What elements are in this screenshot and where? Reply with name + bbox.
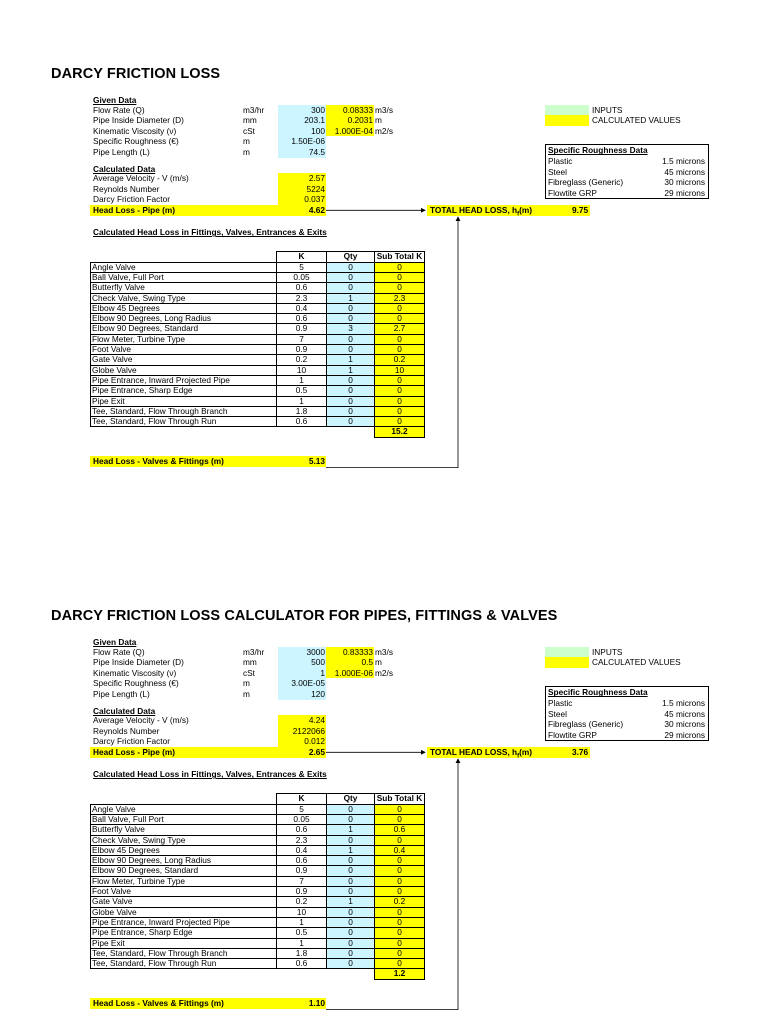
fitting-name: Pipe Entrance, Sharp Edge	[91, 386, 277, 396]
input-cell[interactable]: 203.1	[278, 115, 326, 126]
fitting-name: Tee, Standard, Flow Through Run	[91, 417, 277, 427]
fitting-qty-input[interactable]: 0	[327, 876, 375, 886]
fitting-name: Butterfly Valve	[91, 825, 277, 835]
fitting-subtotal: 0	[375, 959, 425, 969]
fitting-subtotal: 0	[375, 804, 425, 814]
fitting-qty-input[interactable]: 0	[327, 948, 375, 958]
fitting-k: 0.9	[277, 345, 327, 355]
fitting-k: 7	[277, 334, 327, 344]
col-qty-header: Qty	[327, 794, 375, 804]
fitting-qty-input[interactable]: 0	[327, 856, 375, 866]
head-loss-fittings-value: 5.13	[308, 456, 325, 466]
input-cell[interactable]: 100	[278, 126, 326, 137]
fittings-to-total-arrow	[326, 759, 458, 1010]
fitting-name: Foot Valve	[91, 887, 277, 897]
fitting-k: 1.8	[277, 406, 327, 416]
fitting-qty-input[interactable]: 0	[327, 386, 375, 396]
fitting-k: 1	[277, 938, 327, 948]
roughness-material: Plastic	[548, 155, 573, 166]
head-loss-pipe-label: Head Loss - Pipe (m)	[93, 205, 176, 215]
input-cell[interactable]: 1	[278, 668, 326, 679]
given-label: Pipe Length (L)	[93, 147, 150, 157]
total-label-suffix: (m)	[519, 205, 533, 215]
legend-inputs-label: INPUTS	[592, 646, 623, 657]
given-label: Pipe Inside Diameter (D)	[93, 657, 184, 668]
fitting-name: Butterfly Valve	[91, 283, 277, 293]
total-label-sub: f	[517, 753, 520, 760]
calculated-data-header: Calculated Data	[93, 163, 156, 174]
input-cell[interactable]: 3.00E-05	[278, 678, 326, 689]
calc-unit: m2/s	[375, 125, 393, 136]
fitting-qty-input[interactable]: 0	[327, 334, 375, 344]
fitting-k: 0.4	[277, 303, 327, 313]
given-label: Pipe Inside Diameter (D)	[93, 115, 184, 126]
calculated-cell: 1.000E-04	[326, 126, 374, 137]
fitting-qty-input[interactable]: 0	[327, 959, 375, 969]
fitting-k: 1	[277, 396, 327, 406]
fitting-subtotal: 0.6	[375, 825, 425, 835]
calculated-label: Reynolds Number	[93, 183, 160, 194]
calculated-value-cell: 0.012	[278, 736, 326, 747]
fitting-subtotal: 0	[375, 928, 425, 938]
fitting-name: Ball Valve, Full Port	[91, 272, 277, 282]
fitting-subtotal: 0	[375, 814, 425, 824]
fitting-name: Foot Valve	[91, 345, 277, 355]
fitting-name: Elbow 90 Degrees, Long Radius	[91, 314, 277, 324]
sheet-title: DARCY FRICTION LOSS	[51, 66, 221, 82]
calc-unit: m	[375, 115, 382, 126]
fitting-k: 0.4	[277, 845, 327, 855]
fitting-subtotal: 10	[375, 365, 425, 375]
head-loss-fittings-label: Head Loss - Valves & Fittings (m)	[93, 456, 224, 466]
fitting-name: Check Valve, Swing Type	[91, 835, 277, 845]
fitting-qty-input[interactable]: 1	[327, 365, 375, 375]
subtotal-k-value: 1.2	[375, 969, 425, 979]
head-loss-pipe-value: 4.62	[308, 205, 325, 215]
col-k-header: K	[277, 252, 327, 262]
fitting-k: 0.6	[277, 417, 327, 427]
fitting-qty-input[interactable]: 0	[327, 262, 375, 272]
fitting-subtotal: 0	[375, 375, 425, 385]
fitting-k: 2.3	[277, 293, 327, 303]
fitting-name: Elbow 90 Degrees, Long Radius	[91, 856, 277, 866]
given-label: Kinematic Viscosity (ν)	[93, 125, 177, 136]
total-head-loss-value: 3.76	[572, 747, 589, 757]
fitting-qty-input[interactable]: 0	[327, 907, 375, 917]
calc-unit: m3/s	[375, 646, 393, 657]
fitting-k: 0.6	[277, 856, 327, 866]
given-label: Specific Roughness (€)	[93, 678, 179, 689]
fitting-qty-input[interactable]: 1	[327, 897, 375, 907]
fitting-subtotal: 0.4	[375, 845, 425, 855]
fitting-subtotal: 0	[375, 345, 425, 355]
fitting-subtotal: 0	[375, 262, 425, 272]
fitting-k: 5	[277, 804, 327, 814]
fitting-qty-input[interactable]: 0	[327, 303, 375, 313]
calculated-value-cell: 2.57	[278, 173, 326, 184]
fitting-subtotal: 0	[375, 334, 425, 344]
calculated-cell: 0.83333	[326, 647, 374, 658]
col-subtotal-header: Sub Total K	[375, 794, 425, 804]
calculated-label: Darcy Friction Factor	[93, 194, 170, 205]
fitting-subtotal: 0	[375, 866, 425, 876]
fitting-k: 0.6	[277, 314, 327, 324]
fitting-k: 0.6	[277, 959, 327, 969]
given-unit: cSt	[243, 125, 255, 136]
input-cell[interactable]: 1.50E-06	[278, 136, 326, 147]
fitting-subtotal: 0	[375, 938, 425, 948]
input-cell[interactable]: 120	[278, 689, 326, 700]
fitting-name: Pipe Exit	[91, 938, 277, 948]
input-cell[interactable]: 300	[278, 105, 326, 116]
fitting-subtotal: 0.2	[375, 355, 425, 365]
input-cell[interactable]: 74.5	[278, 147, 326, 158]
given-label: Flow Rate (Q)	[93, 104, 145, 115]
fitting-subtotal: 0	[375, 876, 425, 886]
sheet-title: DARCY FRICTION LOSS CALCULATOR FOR PIPES, FITTINGS & VALVES	[51, 608, 558, 624]
fitting-subtotal: 0	[375, 907, 425, 917]
fitting-qty-input[interactable]: 1	[327, 355, 375, 365]
fitting-qty-input[interactable]: 0	[327, 814, 375, 824]
fitting-k: 2.3	[277, 835, 327, 845]
legend-inputs-label: INPUTS	[592, 104, 623, 115]
fitting-subtotal: 0	[375, 835, 425, 845]
fitting-name: Pipe Entrance, Sharp Edge	[91, 928, 277, 938]
fitting-k: 0.5	[277, 928, 327, 938]
fitting-subtotal: 0	[375, 283, 425, 293]
given-data-header: Given Data	[93, 637, 137, 647]
calculated-value-cell: 0.037	[278, 194, 326, 205]
given-unit: m	[243, 678, 250, 689]
calculated-label: Reynolds Number	[93, 725, 160, 736]
given-unit: mm	[243, 115, 257, 126]
calculated-value-cell: 5224	[278, 184, 326, 195]
head-loss-pipe-label: Head Loss - Pipe (m)	[93, 747, 176, 757]
calculated-value-cell: 4.24	[278, 715, 326, 726]
roughness-value: 29 microns	[664, 729, 705, 740]
fitting-name: Globe Valve	[91, 907, 277, 917]
fitting-k: 0.05	[277, 272, 327, 282]
fitting-subtotal: 0	[375, 272, 425, 282]
fitting-name: Elbow 45 Degrees	[91, 303, 277, 313]
fitting-k: 0.9	[277, 866, 327, 876]
roughness-material: Plastic	[548, 697, 573, 708]
fitting-name: Elbow 90 Degrees, Standard	[91, 866, 277, 876]
fitting-subtotal: 0	[375, 303, 425, 313]
fitting-subtotal: 0	[375, 856, 425, 866]
calculated-label: Average Velocity - V (m/s)	[93, 173, 189, 184]
fitting-name: Angle Valve	[91, 804, 277, 814]
roughness-value: 1.5 microns	[662, 697, 705, 708]
given-label: Flow Rate (Q)	[93, 646, 145, 657]
given-label: Specific Roughness (€)	[93, 136, 179, 147]
given-unit: m3/hr	[243, 646, 265, 657]
fitting-name: Angle Valve	[91, 262, 277, 272]
fitting-name: Tee, Standard, Flow Through Run	[91, 959, 277, 969]
calc-unit: m	[375, 657, 382, 668]
fitting-subtotal: 0	[375, 948, 425, 958]
fitting-qty-input[interactable]: 0	[327, 396, 375, 406]
fitting-qty-input[interactable]: 1	[327, 845, 375, 855]
fitting-name: Flow Meter, Turbine Type	[91, 334, 277, 344]
fitting-qty-input[interactable]: 0	[327, 917, 375, 927]
total-label-sub: f	[517, 211, 520, 218]
fitting-qty-input[interactable]: 0	[327, 345, 375, 355]
fitting-name: Pipe Entrance, Inward Projected Pipe	[91, 917, 277, 927]
fitting-qty-input[interactable]: 1	[327, 293, 375, 303]
roughness-material: Steel	[548, 166, 567, 177]
roughness-header: Specific Roughness Data	[548, 145, 648, 156]
fittings-header: Calculated Head Loss in Fittings, Valves, Entrances & Exits	[93, 769, 327, 780]
fitting-qty-input[interactable]: 0	[327, 417, 375, 427]
fitting-subtotal: 0	[375, 314, 425, 324]
fitting-name: Elbow 90 Degrees, Standard	[91, 324, 277, 334]
roughness-material: Steel	[548, 708, 567, 719]
input-cell[interactable]: 500	[278, 657, 326, 668]
legend-calculated-label: CALCULATED VALUES	[592, 115, 681, 126]
fitting-qty-input[interactable]: 0	[327, 272, 375, 282]
fittings-header: Calculated Head Loss in Fittings, Valves, Entrances & Exits	[93, 227, 327, 238]
fitting-k: 1.8	[277, 948, 327, 958]
fitting-name: Gate Valve	[91, 897, 277, 907]
fitting-name: Flow Meter, Turbine Type	[91, 876, 277, 886]
fitting-name: Ball Valve, Full Port	[91, 814, 277, 824]
fitting-name: Elbow 45 Degrees	[91, 845, 277, 855]
fitting-k: 10	[277, 907, 327, 917]
fitting-qty-input[interactable]: 0	[327, 283, 375, 293]
fitting-name: Pipe Exit	[91, 396, 277, 406]
total-label-text: TOTAL HEAD LOSS, h	[430, 205, 518, 215]
roughness-material: Flowtite GRP	[548, 187, 597, 198]
fitting-qty-input[interactable]: 0	[327, 406, 375, 416]
head-loss-fittings-value: 1.10	[308, 998, 325, 1008]
calculated-label: Average Velocity - V (m/s)	[93, 715, 189, 726]
fitting-subtotal: 0	[375, 386, 425, 396]
fitting-name: Pipe Entrance, Inward Projected Pipe	[91, 375, 277, 385]
roughness-value: 30 microns	[664, 177, 705, 188]
fitting-subtotal: 0	[375, 417, 425, 427]
calculated-cell: 0.5	[326, 657, 374, 668]
given-unit: m	[243, 689, 250, 699]
roughness-value: 45 microns	[664, 166, 705, 177]
fitting-qty-input[interactable]: 0	[327, 804, 375, 814]
subtotal-k-value: 15.2	[375, 427, 425, 437]
fitting-subtotal: 0	[375, 396, 425, 406]
fitting-qty-input[interactable]: 0	[327, 314, 375, 324]
given-unit: m	[243, 136, 250, 147]
fitting-k: 0.6	[277, 825, 327, 835]
fitting-k: 1	[277, 917, 327, 927]
col-subtotal-header: Sub Total K	[375, 252, 425, 262]
col-k-header: K	[277, 794, 327, 804]
fitting-k: 0.9	[277, 887, 327, 897]
fitting-qty-input[interactable]: 0	[327, 375, 375, 385]
calculated-data-header: Calculated Data	[93, 705, 156, 716]
fitting-name: Globe Valve	[91, 365, 277, 375]
roughness-value: 45 microns	[664, 708, 705, 719]
calculated-cell: 1.000E-06	[326, 668, 374, 679]
fitting-k: 0.2	[277, 355, 327, 365]
fitting-k: 10	[277, 365, 327, 375]
head-loss-pipe-value: 2.65	[308, 747, 325, 757]
fitting-name: Tee, Standard, Flow Through Branch	[91, 948, 277, 958]
calculated-label: Darcy Friction Factor	[93, 736, 170, 747]
given-label: Kinematic Viscosity (ν)	[93, 667, 177, 678]
fitting-k: 7	[277, 876, 327, 886]
fitting-qty-input[interactable]: 0	[327, 866, 375, 876]
roughness-material: Fibreglass (Generic)	[548, 719, 624, 730]
fitting-k: 1	[277, 375, 327, 385]
roughness-material: Fibreglass (Generic)	[548, 177, 624, 188]
total-label-text: TOTAL HEAD LOSS, h	[430, 747, 518, 757]
calculated-value-cell: 2122066	[278, 726, 326, 737]
fitting-name: Tee, Standard, Flow Through Branch	[91, 406, 277, 416]
fitting-name: Gate Valve	[91, 355, 277, 365]
head-loss-fittings-label: Head Loss - Valves & Fittings (m)	[93, 998, 224, 1008]
fitting-k: 0.6	[277, 283, 327, 293]
roughness-header: Specific Roughness Data	[548, 687, 648, 698]
given-data-header: Given Data	[93, 95, 137, 105]
fitting-subtotal: 0	[375, 406, 425, 416]
calc-unit: m3/s	[375, 104, 393, 115]
fitting-subtotal: 0.2	[375, 897, 425, 907]
total-label-suffix: (m)	[519, 747, 533, 757]
given-label: Pipe Length (L)	[93, 689, 150, 699]
fitting-k: 5	[277, 262, 327, 272]
roughness-value: 30 microns	[664, 719, 705, 730]
fitting-k: 0.2	[277, 897, 327, 907]
calculated-cell: 0.2031	[326, 115, 374, 126]
roughness-value: 29 microns	[664, 187, 705, 198]
fitting-qty-input[interactable]: 3	[327, 324, 375, 334]
roughness-value: 1.5 microns	[662, 155, 705, 166]
fitting-qty-input[interactable]: 1	[327, 825, 375, 835]
given-unit: m	[243, 147, 250, 157]
given-unit: m3/hr	[243, 104, 265, 115]
legend-calculated-label: CALCULATED VALUES	[592, 657, 681, 668]
input-cell[interactable]: 3000	[278, 647, 326, 658]
fitting-k: 0.9	[277, 324, 327, 334]
total-head-loss-value: 9.75	[572, 205, 589, 215]
fitting-subtotal: 0	[375, 887, 425, 897]
given-unit: cSt	[243, 667, 255, 678]
calc-unit: m2/s	[375, 667, 393, 678]
fitting-subtotal: 0	[375, 917, 425, 927]
fitting-qty-input[interactable]: 0	[327, 928, 375, 938]
fitting-k: 0.05	[277, 814, 327, 824]
fitting-name: Check Valve, Swing Type	[91, 293, 277, 303]
fitting-qty-input[interactable]: 0	[327, 835, 375, 845]
calculated-cell: 0.08333	[326, 105, 374, 116]
given-unit: mm	[243, 657, 257, 668]
fitting-qty-input[interactable]: 0	[327, 938, 375, 948]
fitting-k: 0.5	[277, 386, 327, 396]
fitting-subtotal: 2.7	[375, 324, 425, 334]
fitting-subtotal: 2.3	[375, 293, 425, 303]
fitting-qty-input[interactable]: 0	[327, 887, 375, 897]
roughness-material: Flowtite GRP	[548, 729, 597, 740]
col-qty-header: Qty	[327, 252, 375, 262]
